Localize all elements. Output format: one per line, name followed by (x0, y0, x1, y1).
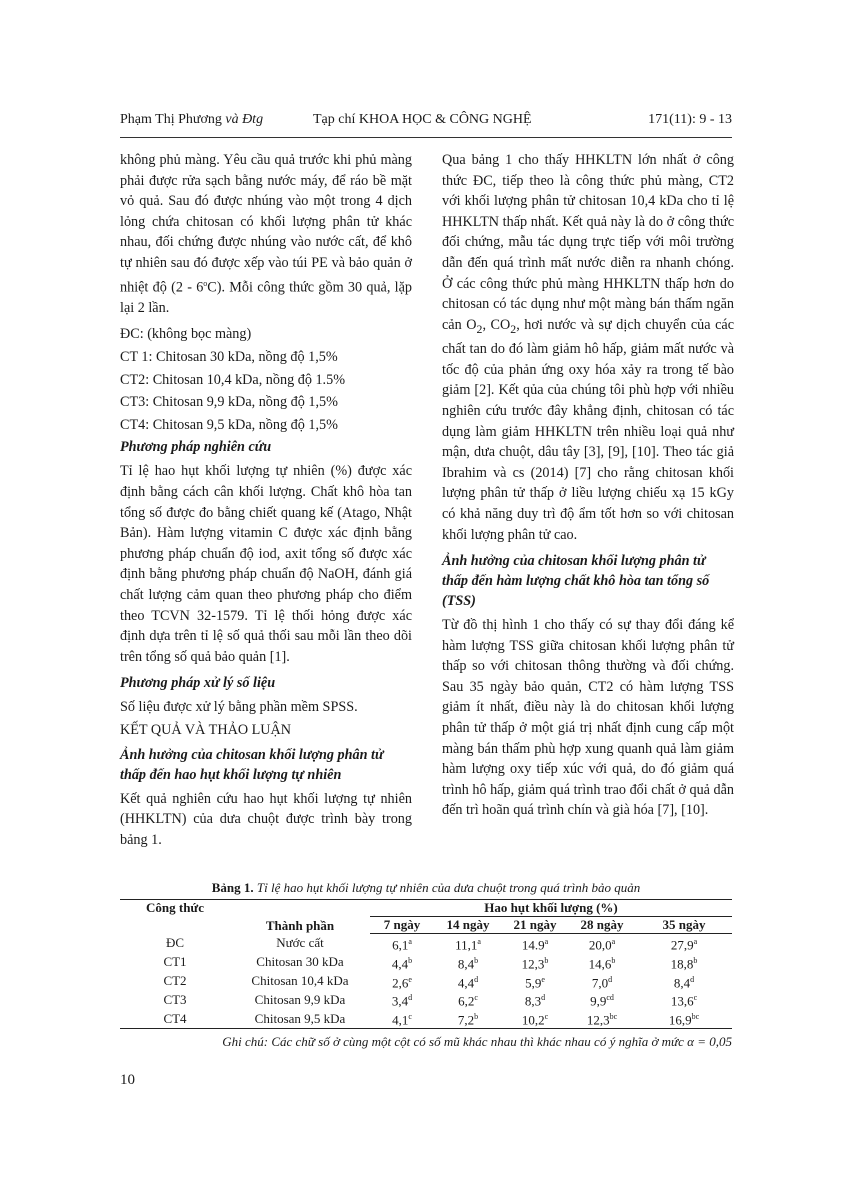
cell-value: 3,4$^d$ (391, 993, 413, 1009)
right-column (442, 150, 734, 827)
cell-component: Chitosan 10,4 kDa (251, 973, 349, 989)
col-day-header: 35 ngày (636, 917, 732, 934)
paragraph-tss: Từ đồ thị hình 1 cho thấy có sự thay đổi đáng kể hàm lượng TSS giữa chitosan khối lượng phân tử thấp so với chitosan thông thường và đối chứng. Sau 35 ngày bảo quản, CT2 có hàm lượng TSS giảm ít nhất, điều này là do chitosan khối lượng phân tử thấp ở một giá trị nhất định cung cấp một màng bán thấm phù hợp xung quanh quả làm giảm hàm lượng oxy tiếp xúc với quả, do đó giảm quá trình hô hấp, giảm quá trình trao đổi chất ở quả dẫn đến trì hoãn quá trình chín và già hóa [7], [10]. (442, 617, 734, 819)
cell-formula: CT3 (163, 992, 187, 1008)
cell-component: Nước cất (276, 935, 324, 951)
table-row (120, 972, 732, 991)
cell-value: 12,3$^{bc}$ (568, 1009, 636, 1028)
col-day-header: 14 ngày (434, 917, 502, 934)
paragraph-coating: không phủ màng. Yêu cầu quả trước khi phủ màng phải được rửa sạch bằng nước máy, để ráo bề mặt vỏ quả. Sau đó được nhúng vào một trong 4 dịch lỏng chứa chitosan có khối lượng phân tử khác nhau, đối chứng được nhúng vào nước cất, để khô tự nhiên sau đó được xếp vào túi PE và bảo quản ở nhiệt độ (2 - 6$^o$C). Mỗi công thức gồm 30 quả, lặp lại 2 lần. (120, 152, 412, 316)
table-row (120, 934, 732, 953)
formula-ct2: CT2: Chitosan 10,4 kDa, nồng độ 1.5% (120, 371, 346, 388)
cell-value: 8,4$^d$ (673, 974, 695, 990)
cell-component: Chitosan 30 kDa (256, 954, 344, 970)
heading-method: Phương pháp nghiên cứu (120, 439, 272, 456)
cell-value: 5,9e (525, 974, 545, 990)
col-day-header: 28 ngày (568, 917, 636, 934)
cell-value: 16,9$^{bc}$ (636, 1009, 732, 1028)
cell-component: Chitosan 9,5 kDa (230, 1009, 370, 1028)
cell-value: 6,2$^c$ (458, 993, 478, 1009)
col-day-header: 21 ngày (502, 917, 568, 934)
cell-value: 4,1$^c$ (370, 1009, 434, 1028)
table-row (120, 953, 732, 972)
table-caption: Bảng 1. Tỉ lệ hao hụt khối lượng tự nhiên của dưa chuột trong quá trình bảo quản (211, 880, 641, 895)
col-day-header: 7 ngày (370, 917, 434, 934)
cell-formula: CT1 (163, 954, 187, 970)
formula-ct3: CT3: Chitosan 9,9 kDa, nồng độ 1,5% (120, 394, 338, 411)
cell-formula: ĐC (165, 935, 185, 951)
cell-value: 9,9$^{cd}$ (590, 993, 614, 1009)
cell-value: 11,1$^a$ (455, 937, 481, 953)
cell-value: 12,3$^b$ (521, 955, 549, 972)
header-author: Phạm Thị Phương và Đtg (120, 112, 264, 127)
heading-weight-loss: Ảnh hưởng của chitosan khối lượng phân tử thấp đến hao hụt khối lượng tự nhiên (120, 746, 384, 783)
formula-ct4: CT4: Chitosan 9,5 kDa, nồng độ 1,5% (120, 416, 338, 433)
cell-value: 4,4$^b$ (391, 955, 413, 972)
heading-stats: Phương pháp xử lý số liệu (120, 675, 276, 692)
cell-value: 13,6$^c$ (670, 993, 698, 1009)
cell-value: 18,8$^b$ (670, 955, 698, 972)
table-row (120, 1009, 732, 1028)
paragraph-weight-loss: Kết quả nghiên cứu hao hụt khối lượng tự nhiên (HHKLTN) của dưa chuột được trình bày trong bảng 1. (120, 790, 412, 848)
page-header (120, 112, 732, 138)
cell-value: 4,4$^d$ (457, 974, 479, 990)
page-number: 10 (120, 1072, 135, 1088)
cell-component: Chitosan 9,9 kDa (254, 992, 346, 1008)
heading-tss: Ảnh hưởng của chitosan khối lượng phân tử thấp đến hàm lượng chất khô hòa tan tổng số (TSS) (442, 553, 710, 610)
cell-value: 27,9$^a$ (670, 937, 698, 953)
formula-ct1: CT 1: Chitosan 30 kDa, nồng độ 1,5% (120, 349, 338, 366)
paragraph-table-discussion: Qua bảng 1 cho thấy HHKLTN lớn nhất ở công thức ĐC, tiếp theo là công thức phủ màng, CT2 với khối lượng phân tử chitosan 10,4 kDa cho tỉ lệ HHKLTN thấp nhất. Kết quả này là do ở công thức đối chứng, mẫu tác dụng trực tiếp với môi trường dẫn đến quá trình mất nước diễn ra nhanh chóng. Ở các công thức phủ màng HHKLTN thấp hơn do chitosan có tác dụng như một màng bán thấm ngăn cản $O_2$, $CO_2$, hơi nước và sự dịch chuyển của các chất tan do đó làm giảm hô hấp, giảm mất nước và tốc độ của phản ứng oxy hóa xảy ra trong tế bào giảm [2]. Kết qủa của chúng tôi phù hợp với nhiều nghiên cứu trước đây khẳng định, chitosan có tác dụng làm giảm HHKLTN trên nhiều loại quả như mận, dưa chuột, dâu tây [3], [9], [10]. Theo tác giả Ibrahim và cs (2014) [7] cho rằng chitosan khối lượng phân tử thấp ở liều lượng chiếu xạ 15 kGy có khả năng duy trì độ ẩm tốt hơn so với chitosan khối lượng phân tử cao. (442, 152, 734, 543)
cell-value: 6,1$^a$ (392, 937, 412, 953)
cell-value: 7,2$^b$ (434, 1009, 502, 1028)
cell-formula: CT4 (120, 1009, 230, 1028)
heading-results: KẾT QUẢ VÀ THẢO LUẬN (120, 721, 292, 738)
cell-value: 14,6$^b$ (588, 955, 616, 972)
cell-formula: CT2 (163, 973, 187, 989)
cell-value: 8,4$^b$ (457, 955, 479, 972)
table-1 (120, 880, 732, 1050)
header-rule (120, 137, 732, 138)
left-column (120, 150, 412, 856)
col-formula-header: Công thức (120, 900, 230, 934)
col-component-header: Thành phần (230, 900, 370, 934)
table-row (120, 990, 732, 1009)
cell-value: 14.9$^a$ (521, 937, 549, 953)
cell-value: 2,6e (392, 974, 412, 990)
header-issue: 171(11): 9 - 13 (648, 112, 732, 127)
paragraph-stats: Số liệu được xử lý bằng phần mềm SPSS. (120, 699, 358, 716)
paragraph-method: Tỉ lệ hao hụt khối lượng tự nhiên (%) được xác định bằng cách cân khối lượng. Chất khô hòa tan tổng số được đo bằng chiết quang kế (Atago, Nhật Bản). Hàm lượng vitamin C được xác định bằng phương pháp chuẩn độ iod, axit tổng số được xác định bằng phương pháp chuẩn độ NaOH, đánh giá chất lượng cảm quan theo phương pháp cho điểm theo TCVN 32-1579. Tỉ lệ thối hỏng được xác định dựa trên tỉ lệ số quả thối sau mỗi lần theo dõi trên tổng số quả bảo quản [1]. (120, 463, 412, 665)
col-group-header: Hao hụt khối lượng (%) (370, 900, 732, 917)
header-journal: Tạp chí KHOA HỌC & CÔNG NGHỆ (313, 112, 532, 127)
weight-loss-table (120, 899, 732, 1029)
formula-dc: ĐC: (không bọc màng) (120, 326, 252, 343)
cell-value: 7,0$^d$ (591, 974, 613, 990)
cell-value: 8,3$^d$ (524, 993, 546, 1009)
table-note: Ghi chú: Các chữ số ở cùng một cột có số mũ khác nhau thì khác nhau có ý nghĩa ở mức α = 0,05 (222, 1034, 732, 1050)
cell-value: 10,2$^c$ (502, 1009, 568, 1028)
cell-value: 20,0$^a$ (588, 937, 616, 953)
